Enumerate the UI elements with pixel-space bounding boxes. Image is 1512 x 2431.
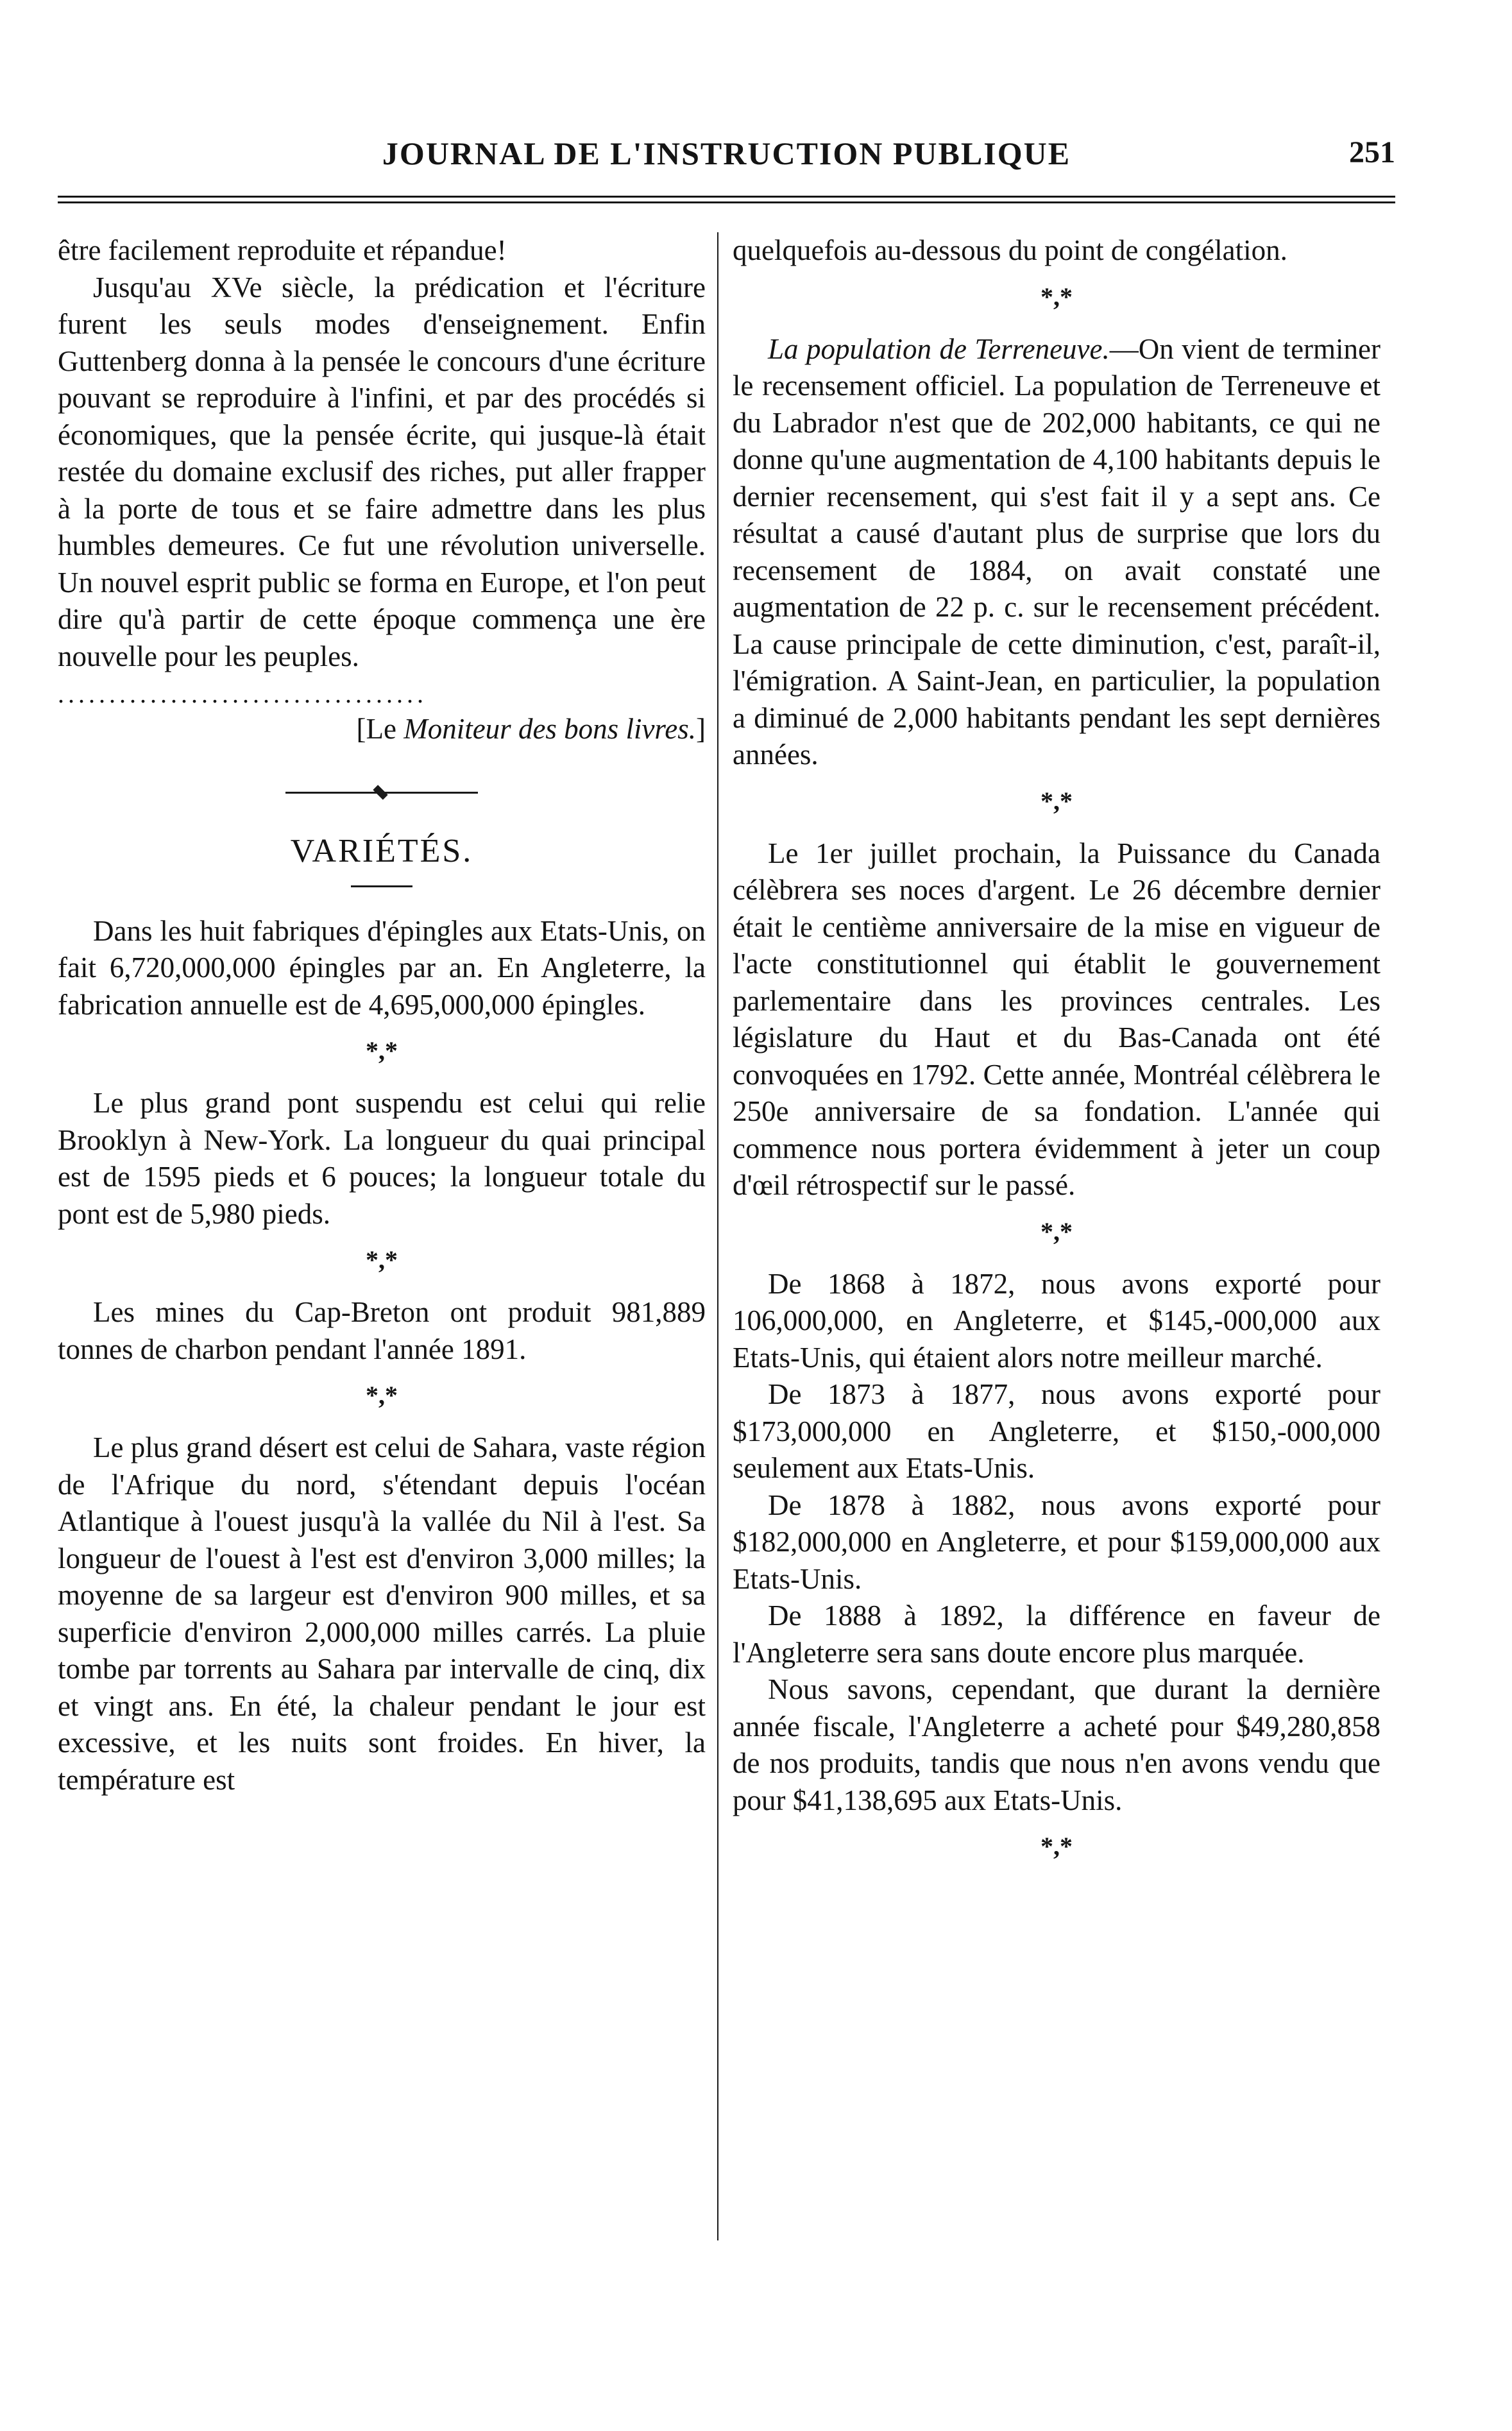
exports-1878-paragraph: De 1878 à 1882, nous avons exporté pour $182,000,000 en Angleterre, et pour $159,000,000 aux Etats-Unis. [733, 1488, 1380, 1595]
savons-paragraph: Nous savons, cependant, que durant la dernière année fiscale, l'Angleterre a acheté pour $49,280,858 de nos produits, tandis que nous n'en avons vendu que pour $41,138,695 aux Etats-Unis. [733, 1673, 1380, 1816]
journal-title: JOURNAL DE L'INSTRUCTION PUBLIQUE [382, 135, 1071, 171]
section-title-varietes: VARIÉTÉS. [290, 832, 473, 869]
terreneuve-body: —On vient de terminer le recensement officiel. La population de Terreneuve et du Labrador n'est que de 202,000 habitants, ce qui ne donne qu'une augmentation de 4,100 habitants depuis le dernier recensement, qui s'est fait il y a sept ans. Ce résultat a causé d'autant plus de surprise que lors du recensement de 1884, on avait constaté une augmentation de 22 p. c. sur le recensement précédent. La cause principale de cette diminution, c'est, paraît-il, l'émigration. A Saint-Jean, en particulier, la population a diminué de 2,000 habitants pendant les sept dernières années. [733, 332, 1380, 771]
exports-1873-paragraph: De 1873 à 1877, nous avons exporté pour $173,000,000 en Angleterre, et $150,-000,000 seulement aux Etats-Unis. [733, 1378, 1380, 1484]
column-divider [717, 232, 718, 2240]
dotted-separator: .................................... [58, 679, 427, 708]
running-header [58, 135, 1395, 180]
citation-open: [Le [356, 713, 404, 745]
asterism-separator: *,* [1041, 786, 1073, 815]
section-short-rule [351, 885, 412, 887]
asterism-separator: *,* [1041, 282, 1073, 311]
mines-paragraph: Les mines du Cap-Breton ont produit 981,889 tonnes de charbon pendant l'année 1891. [58, 1296, 706, 1365]
asterism-separator: *,* [366, 1245, 398, 1274]
sahara-paragraph: Le plus grand désert est celui de Sahara, vaste région de l'Afrique du nord, s'étendant depuis l'océan Atlantique à l'ouest jusqu'à la vallée du Nil à l'est. Sa longueur de l'ouest à l'est est d'environ 3,000 milles; la moyenne de sa largeur est d'environ 900 milles, et sa superficie d'environ 2,000,000 milles carrés. La pluie tombe par torrents au Sahara par intervalle de cinq, dix et vingt ans. En été, la chaleur pendant le jour est excessive, et les nuits sont froides. En hiver, la température est [58, 1431, 706, 1796]
continued-paragraph: être facilement reproduite et répandue! [58, 234, 507, 266]
asterism-separator: *,* [1041, 1832, 1073, 1861]
left-column [58, 232, 706, 1798]
pont-paragraph: Le plus grand pont suspendu est celui qui relie Brooklyn à New-York. La longueur du quai principal est de 1595 pieds et 6 pouces; la longueur totale du pont est de 5,980 pieds. [58, 1087, 706, 1230]
ornament-diamond [373, 785, 387, 799]
terreneuve-lede: La population de Terreneuve. [768, 332, 1110, 365]
canada-paragraph: Le 1er juillet prochain, la Puissance du Canada célèbrera ses noces d'argent. Le 26 décembre dernier était le centième anniversaire de la mise en vigueur de l'acte constitutionnel qui établit le gouvernement parlementaire dans les provinces centrales. Les législature du Haut et du Bas-Canada ont été convoquées en 1792. Cette année, Montréal célèbrera le 250e anniversaire de sa fondation. L'année qui commence nous portera évidemment à jeter un coup d'œil rétrospectif sur le passé. [733, 837, 1380, 1201]
page-number: 251 [1349, 135, 1395, 169]
citation-close: ] [696, 713, 706, 745]
section-ornament [58, 771, 706, 816]
right-column [733, 232, 1380, 1881]
asterism-separator: *,* [366, 1381, 398, 1410]
terreneuve-paragraph [733, 331, 1380, 774]
continued-paragraph: quelquefois au-dessous du point de congélation. [733, 234, 1287, 266]
epingles-paragraph: Dans les huit fabriques d'épingles aux Etats-Unis, on fait 6,720,000,000 épingles par an. En Angleterre, la fabrication annuelle est de 4,695,000,000 épingles. [58, 914, 706, 1021]
exports-1888-paragraph: De 1888 à 1892, la différence en faveur de l'Angleterre sera sans doute encore plus marquée. [733, 1599, 1380, 1669]
asterism-separator: *,* [1041, 1216, 1073, 1246]
citation-title: Moniteur des bons livres. [403, 713, 696, 745]
header-double-rule [58, 196, 1395, 203]
asterism-separator: *,* [366, 1036, 398, 1065]
source-citation [58, 711, 706, 748]
exports-1868-paragraph: De 1868 à 1872, nous avons exporté pour 106,000,000, en Angleterre, et $145,-000,000 aux Etats-Unis, qui étaient alors notre meilleur marché. [733, 1267, 1380, 1374]
guttenberg-paragraph: Jusqu'au XVe siècle, la prédication et l'écriture furent les seuls modes d'enseignement. Enfin Guttenberg donna à la pensée le concours d'une écriture pouvant se reproduire à l'infini, et par des procédés si économiques, que la pensée écrite, qui jusque-là était restée du domaine exclusif des riches, put aller frapper à la porte de tous et se faire admettre dans les plus humbles demeures. Ce fut une révolution universelle. Un nouvel esprit public se forma en Europe, et l'on peut dire qu'à partir de cette époque commença une ère nouvelle pour les peuples. [58, 271, 706, 672]
